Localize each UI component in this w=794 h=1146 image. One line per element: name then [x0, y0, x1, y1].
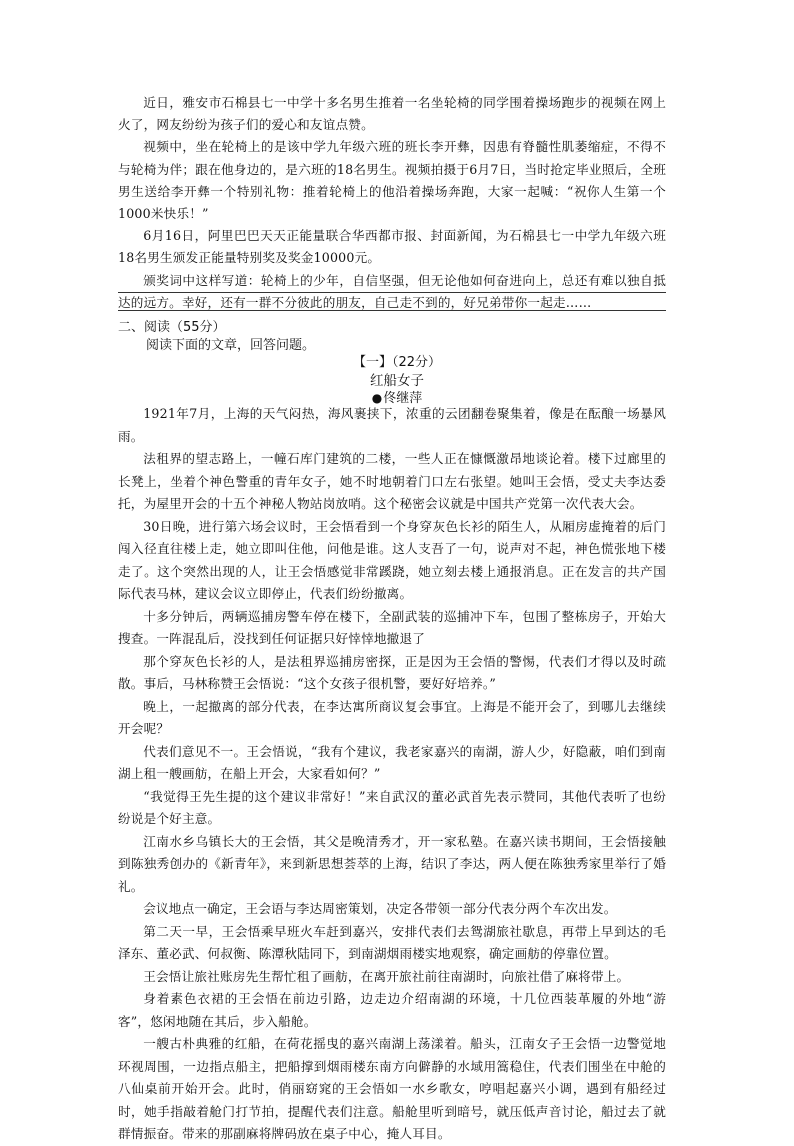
- article-paragraph: 一艘古朴典雅的红船，在荷花摇曳的嘉兴南湖上荡漾着。船头，江南女子王会悟一边警觉地环视周围，一边指点船主，把船撑到烟雨楼东南方向僻静的水域用篙稳住，代表们围坐在中舱的八仙桌前开始开会。此时，俏丽窈窕的王会悟如一水乡歌女，哼唱起嘉兴小调，遇到有船经过时，她手指敲着舱门打节拍，提醒代表们注意。船舱里听到暗号，就压低声音讨论，船过去了就群情振奋。带来的那副麻将牌码放在桌子中心，掩人耳目。: [118, 1036, 666, 1141]
- article-paragraph: 身着素色衣裙的王会悟在前边引路，边走边介绍南湖的环境，十几位西装革履的外地“游客”，悠闲地随在其后，步入船舱。: [118, 991, 666, 1029]
- article-paragraph: 那个穿灰色长衫的人，是法租界巡捕房密探，正是因为王会悟的警惕，代表们才得以及时疏散。事后，马林称赞王会悟说：“这个女孩子很机警，要好好培养。”: [118, 653, 666, 691]
- article-paragraph: 30日晚，进行第六场会议时，王会悟看到一个身穿灰色长衫的陌生人，从厢房虚掩着的后门闯入径直往楼上走，她立即叫住他，问他是谁。这人支吾了一句，说声对不起，神色慌张地下楼走了。这个突然出现的人，让王会悟感觉非常蹊跷，她立刻去楼上通报消息。正在发言的共产国际代表马林，建议会议立即停止，代表们纷纷撤离。: [118, 518, 666, 601]
- answer-line: [118, 292, 666, 293]
- article-title: 红船女子: [370, 373, 424, 389]
- intro-paragraph: 6月16日，阿里巴巴天天正能量联合华西都市报、封面新闻，为石棉县七一中学九年级六班18名男生颁发正能量特别奖及奖金10000元。: [118, 228, 666, 266]
- answer-line: [118, 310, 666, 311]
- article-paragraph: 代表们意见不一。王会悟说，“我有个建议，我老家嘉兴的南湖，游人少，好隐蔽，咱们到南湖上租一艘画舫，在船上开会，大家看如何？”: [118, 743, 666, 781]
- intro-passage: [118, 92, 666, 314]
- intro-paragraph: 视频中，坐在轮椅上的是该中学九年级六班的班长李开彝，因患有脊髓性肌萎缩症，不得不与轮椅为伴；跟在他身边的，是六班的18名男生。视频拍摄于6月7日，当时抢定毕业照后，全班男生送给李开彝一个特别礼物：推着轮椅上的他沿着操场奔跑，大家一起喊：“祝你人生第一个1000米快乐！”: [118, 139, 666, 222]
- reading-instruction: 阅读下面的文章，回答问题。: [146, 338, 316, 353]
- part-label: 【一】（22分）: [352, 355, 442, 370]
- article-paragraph: 1921年7月，上海的天气闷热，海风裹挟下，浓重的云团翻卷聚集着，像是在酝酿一场暴风雨。: [118, 406, 666, 444]
- article-paragraph: “我觉得王先生提的这个建议非常好！”来自武汉的董必武首先表示赞同，其他代表听了也纷纷说是个好主意。: [118, 788, 666, 826]
- author-name: 佟继萍: [383, 391, 423, 406]
- article-paragraph: 会议地点一确定，王会语与李达周密策划，决定各带领一部分代表分两个车次出发。: [143, 901, 617, 916]
- bullet-icon: ●: [371, 391, 383, 405]
- article-paragraph: 王会悟让旅社账房先生帮忙租了画舫，在离开旅社前往南湖时，向旅社借了麻将带上。: [143, 968, 630, 984]
- article-paragraph: 晚上，一起撤离的部分代表，在李达寓所商议复会事宜。上海是不能开会了，到哪儿去继续开会呢？: [118, 698, 666, 736]
- article-paragraph: 第二天一早，王会悟乘早班火车赶到嘉兴，安排代表们去鸳湖旅社歇息，再带上早到达的毛泽东、董必武、何叔衡、陈潭秋陆同下，到南湖烟雨楼实地观察，确定画舫的停靠位置。: [118, 923, 666, 961]
- section-heading: 二、阅读（55分）: [118, 320, 226, 335]
- intro-paragraph: 颁奖词中这样写道：轮椅上的少年，自信坚强，但无论他如何奋进向上，总还有难以独自抵达的远方。幸好，还有一群不分彼此的朋友，自己走不到的，好兄弟带你一起走……: [118, 272, 666, 310]
- intro-paragraph: 近日，雅安市石棉县七一中学十多名男生推着一名坐轮椅的同学围着操场跑步的视频在网上火了，网友纷纷为孩子们的爱心和友谊点赞。: [118, 95, 666, 133]
- article-body: [118, 403, 666, 1146]
- article-paragraph: 江南水乡乌镇长大的王会悟，其父是晚清秀才，开一家私塾。在嘉兴读书期间，王会悟接触到陈独秀创办的《新青年》，来到新思想荟萃的上海，结识了李达，两人便在陈独秀家里举行了婚礼。: [118, 833, 666, 894]
- article-paragraph: 十多分钟后，两辆巡捕房警车停在楼下，全副武装的巡捕冲下车，包围了整栋房子，开始大搜查。一阵混乱后，没找到任何证据只好悻悻地撤退了: [118, 608, 666, 646]
- article-paragraph: 法租界的望志路上，一幢石库门建筑的二楼，一些人正在慷慨激昂地谈论着。楼下过廊里的长凳上，坐着个神色警重的青年女子，她不时地朝着门口左右张望。她叫王会悟，受丈夫李达委托，为屋里开会的十五个神秘人物站岗放哨。这个秘密会议就是中国共产党第一次代表大会。: [118, 451, 666, 511]
